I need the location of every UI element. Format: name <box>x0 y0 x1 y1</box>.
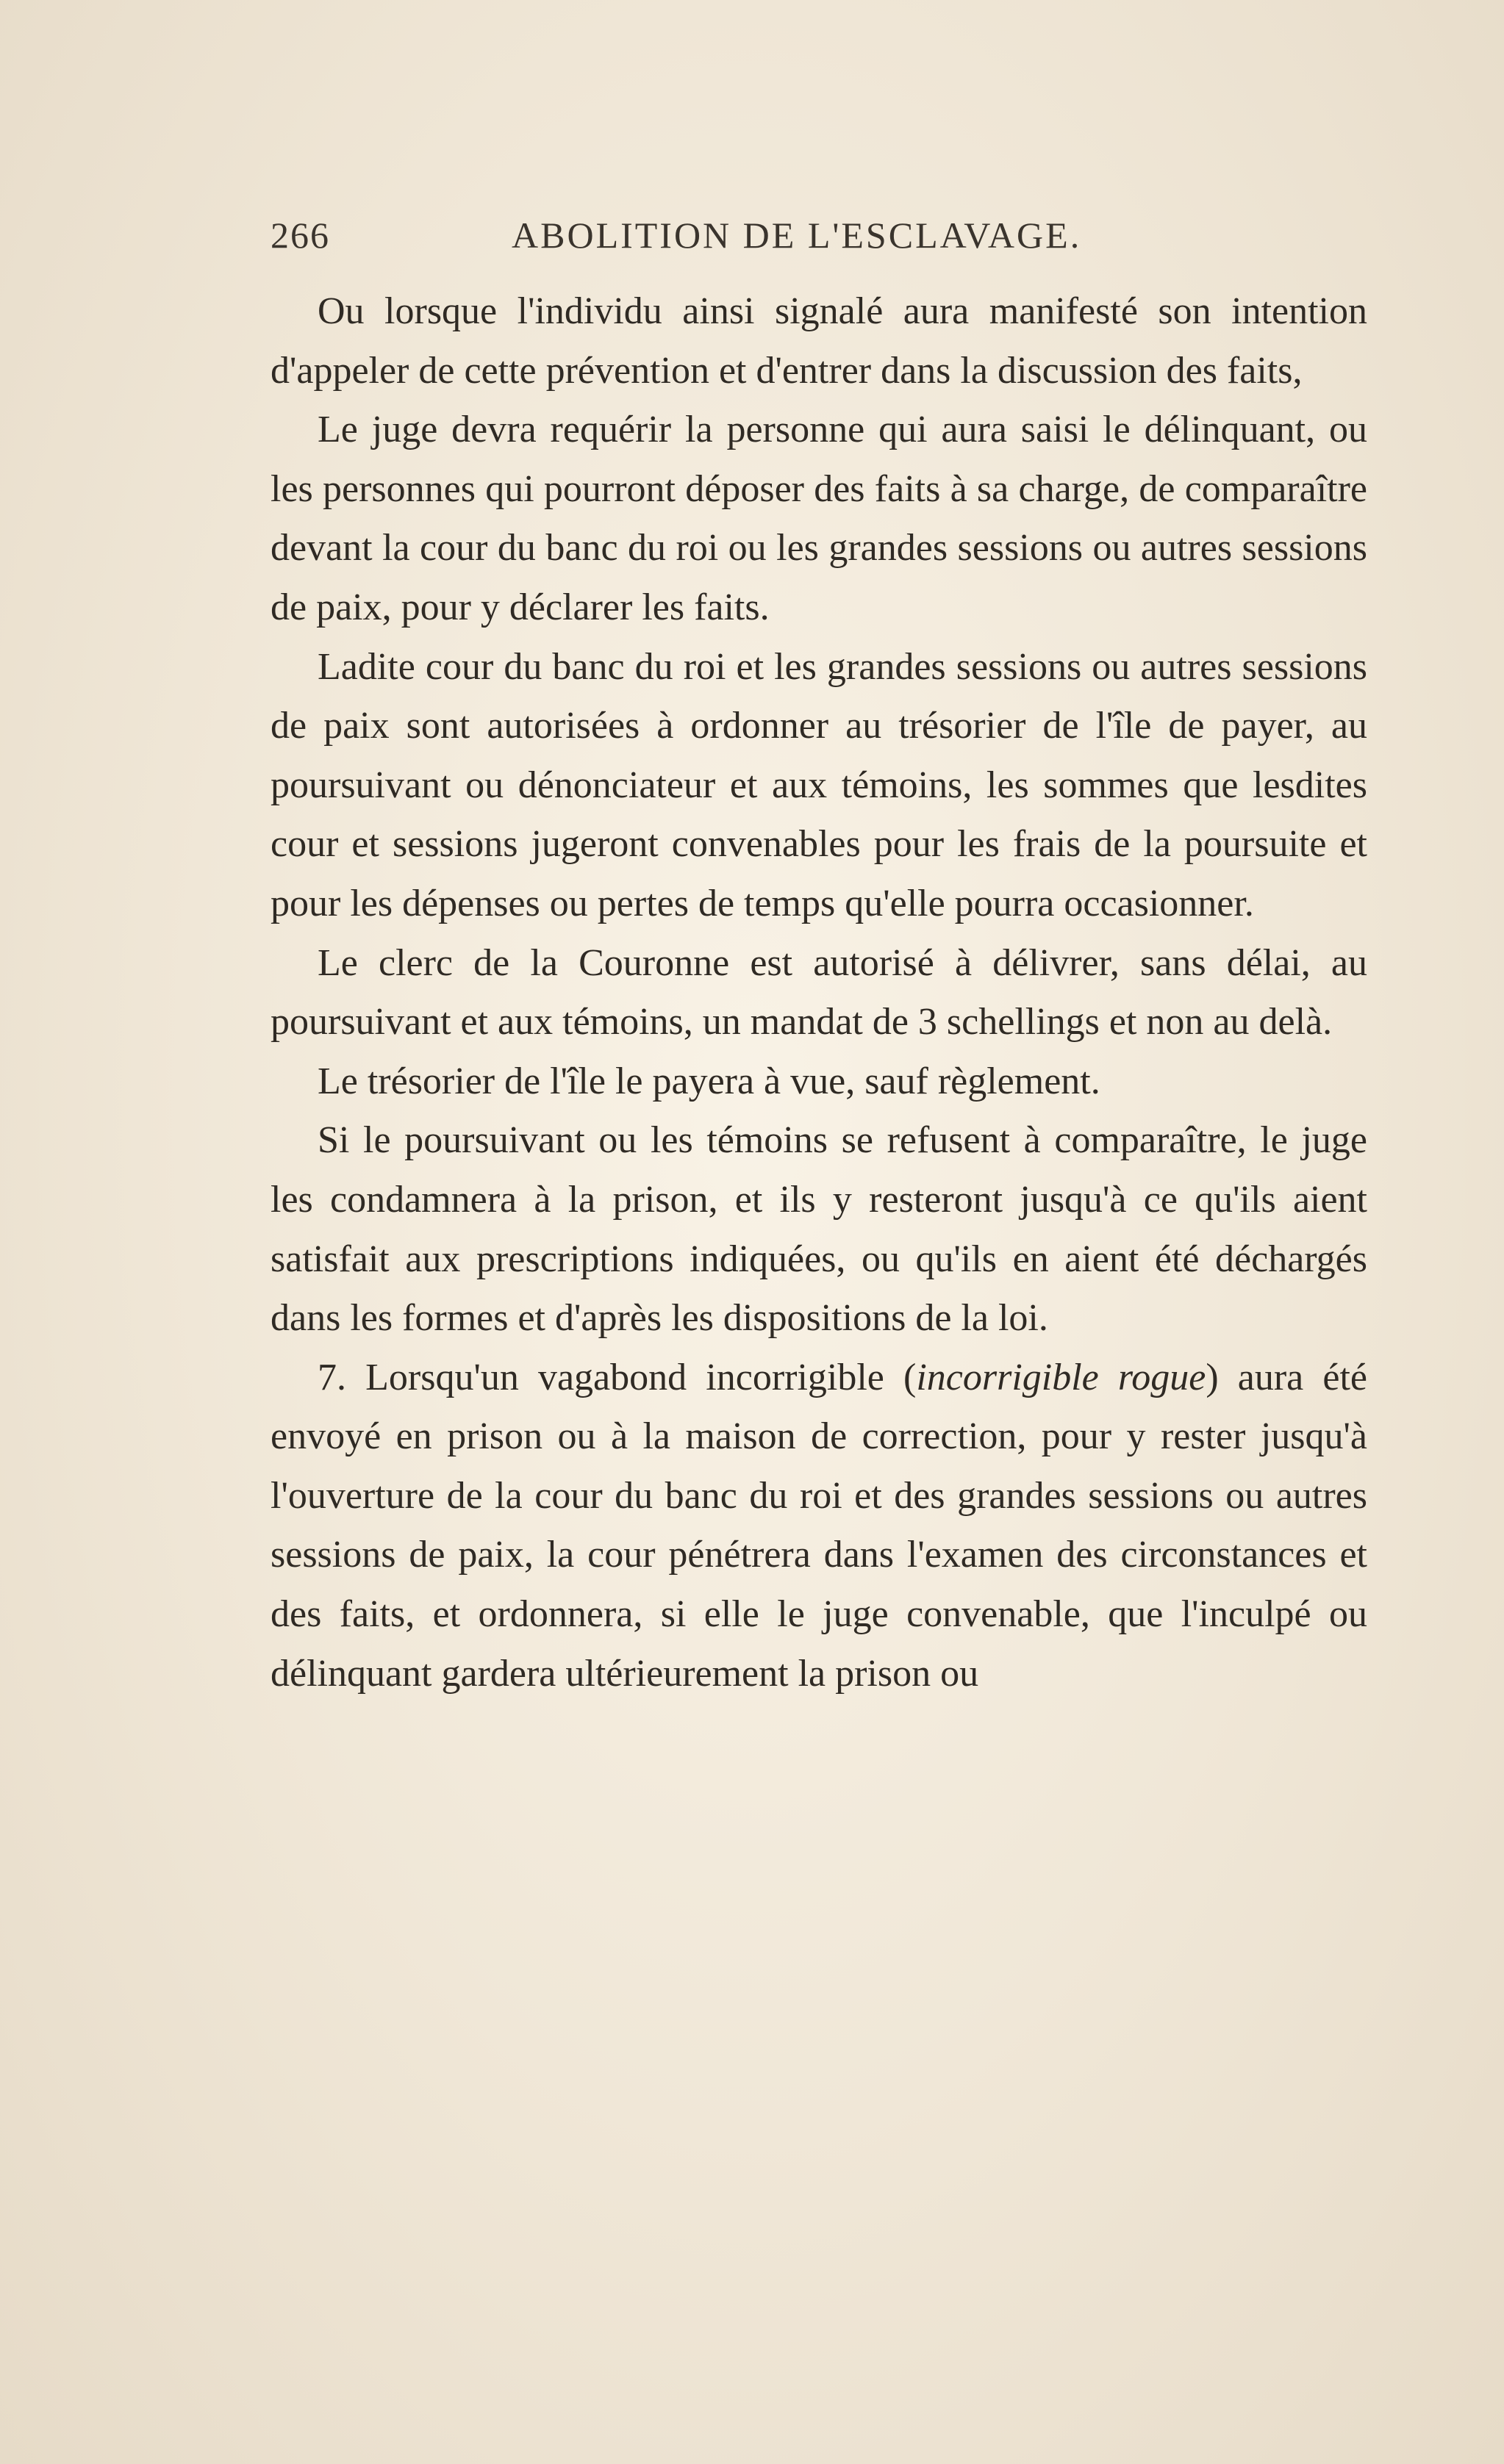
article-7-text-end: ) aura été envoyé en prison ou à la maison de correction, pour y rester jusqu'à l'ouverture de la cour du banc du roi et des grandes sessions ou autres sessions de paix, la cour pénétrera dans l'examen des circonstances et des faits, et ordonnera, si elle le juge convenable, que l'inculpé ou délinquant gardera ultérieurement la prison ou <box>271 1356 1368 1695</box>
page-number: 266 <box>271 215 330 256</box>
body-text <box>271 282 1367 1703</box>
paragraph-article-7 <box>271 1348 1367 1704</box>
paragraph: Ou lorsque l'individu ainsi signalé aura manifesté son intention d'appeler de cette prévention et d'entrer dans la discussion des faits, <box>271 290 1367 392</box>
paragraph: Le juge devra requérir la personne qui aura saisi le délinquant, ou les personnes qui pourront déposer des faits à sa charge, de comparaître devant la cour du banc du roi ou les grandes sessions ou autres sessions de paix, pour y déclarer les faits. <box>271 409 1367 628</box>
paragraph: Ladite cour du banc du roi et les grandes sessions ou autres sessions de paix sont autorisées à ordonner au trésorier de l'île de payer, au poursuivant ou dénonciateur et aux témoins, les sommes que lesdites cour et sessions jugeront convenables pour les frais de la poursuite et pour les dépenses ou pertes de temps qu'elle pourra occasionner. <box>271 645 1367 924</box>
paragraph: Le clerc de la Couronne est autorisé à délivrer, sans délai, au poursuivant et aux témoins, un mandat de 3 schellings et non au delà. <box>271 941 1367 1044</box>
running-title: ABOLITION DE L'ESCLAVAGE. <box>512 215 1082 256</box>
paragraph: Si le poursuivant ou les témoins se refusent à comparaître, le juge les condamnera à la prison, et ils y resteront jusqu'à ce qu'ils aient satisfait aux prescriptions indiquées, ou qu'ils en aient été déchargés dans les formes et d'après les dispositions de la loi. <box>271 1119 1367 1340</box>
article-7-italic-term: incorrigible rogue <box>916 1356 1206 1398</box>
article-7-text-start: 7. Lorsqu'un vagabond incorrigible ( <box>318 1356 917 1398</box>
page-header <box>271 208 1367 262</box>
paragraph: Le trésorier de l'île le payera à vue, sauf règlement. <box>318 1060 1100 1102</box>
